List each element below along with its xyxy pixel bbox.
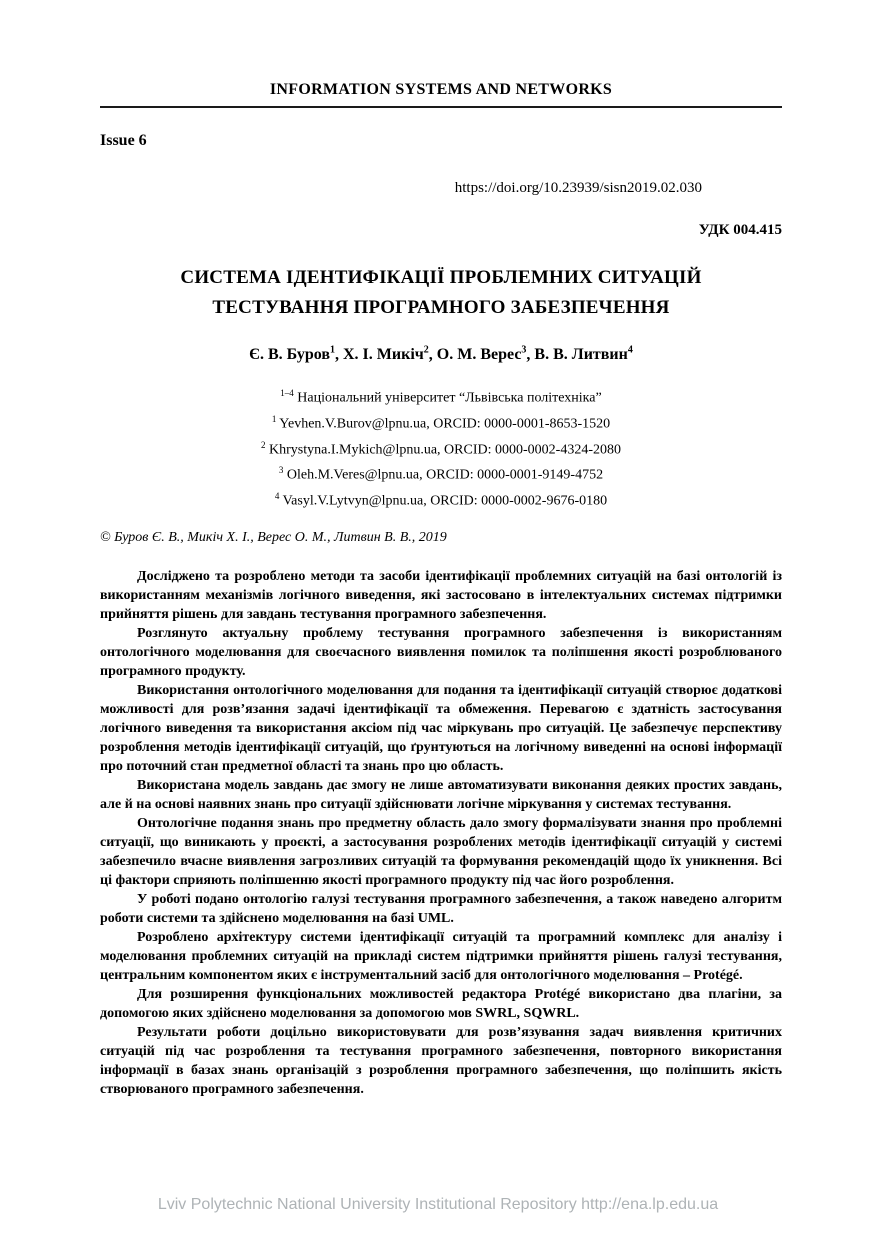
abstract-paragraph: Онтологічне подання знань про предметну область дало змогу формалізувати знання про проблемні ситуації, що виникають у проєкті, а застосування розроблених методів ідентифікації ситуацій у системі забезпечило вчасне виявлення загрозливих ситуацій та формування рекомендацій щодо їх уникнення. Всі ці фактори сприяють поліпшенню якості програмного продукту під час його розроблення. <box>100 815 782 888</box>
affiliations-block <box>100 383 782 511</box>
affiliation-line: $^1$ Yevhen.V.Burov@lpnu.ua, ORCID: 0000-0001-8653-1520 <box>271 413 611 432</box>
abstract-paragraph: Досліджено та розроблено методи та засоби ідентифікації проблемних ситуацій на базі онтологій із використанням механізмів логічного виведення, які застосовано в інтелектуальних системах підтримки прийняття рішень для завдань тестування програмного забезпечення. <box>100 568 782 622</box>
abstract-paragraph: Використана модель завдань дає змогу не лише автоматизувати виконання деяких простих завдань, але й на основі наявних знань про ситуації здійснювати логічне міркування у системах тестування. <box>100 777 782 812</box>
journal-title: INFORMATION SYSTEMS AND NETWORKS <box>269 81 613 98</box>
abstract-paragraph: У роботі подано онтологію галузі тестування програмного забезпечення, а також наведено алгоритм роботи системи та здійснено моделювання на базі UML. <box>100 891 782 926</box>
issue-label: Issue 6 <box>100 132 147 149</box>
udc-code: УДК 004.415 <box>698 222 782 238</box>
paper-title <box>100 263 782 323</box>
affiliation-line: $^3$ Oleh.M.Veres@lpnu.ua, ORCID: 0000-0001-9149-4752 <box>278 465 604 483</box>
author-name: В. В. Литвин$^4$ <box>534 345 633 364</box>
abstract-paragraph: Результати роботи доцільно використовувати для розв’язування задач виявлення критичних ситуацій під час розроблення та тестування програмного забезпечення, повторного використання інформації в базах знань організацій з розроблення програмного забезпечення, що поліпшить якість створюваного програмного забезпечення. <box>100 1024 782 1097</box>
affiliation-line: $^4$ Vasyl.V.Lytvyn@lpnu.ua, ORCID: 0000-0002-9676-0180 <box>274 490 608 509</box>
affiliation-line: $^{1-4}$ Національний університет “Львівська політехніка” <box>280 388 602 406</box>
author-name: Є. В. Буров$^1$ <box>249 345 335 364</box>
abstract-block <box>100 567 782 1099</box>
paper-title-line1: СИСТЕМА ІДЕНТИФІКАЦІЇ ПРОБЛЕМНИХ СИТУАЦІЙ <box>180 267 702 288</box>
abstract-paragraph: Для розширення функціональних можливостей редактора Protégé використано два плагіни, за допомогою яких здійснено моделювання за допомогою мов SWRL, SQWRL. <box>100 986 782 1021</box>
paper-title-line2: ТЕСТУВАННЯ ПРОГРАМНОГО ЗАБЕЗПЕЧЕННЯ <box>212 297 670 318</box>
abstract-paragraph: Розглянуто актуальну проблему тестування програмного забезпечення із використанням онтологічного моделювання для своєчасного виявлення помилок та поліпшення якості розроблюваного програмного продукту. <box>100 625 782 679</box>
affiliation-line: $^2$ Khrystyna.I.Mykich@lpnu.ua, ORCID: 0000-0002-4324-2080 <box>261 439 621 458</box>
abstract-paragraph: Розроблено архітектуру системи ідентифікації ситуацій та програмний комплекс для аналізу і моделювання проблемних ситуацій на прикладі систем підтримки прийняття рішень галузі тестування, центральним компонентом яких є інструментальний засіб для онтологічного моделювання – Protégé. <box>100 929 782 983</box>
repository-footer: Lviv Polytechnic National University Institutional Repository http://ena.lp.edu.ua <box>157 1196 719 1213</box>
abstract-paragraph: Використання онтологічного моделювання для подання та ідентифікації ситуацій створює додаткові можливості для розв’язання задачі ідентифікації та обмеження. Перевагою є здатність застосування логічного виведення та використання аксіом під час міркувань про ситуацій. Це забезпечує перспективу розроблення методів ідентифікації ситуацій, що ґрунтуються на логічному виведенні на основі інформації про поточний стан предметної області та знань про цю область. <box>100 682 782 774</box>
author-name: Х. І. Микіч$^2$ <box>343 345 429 364</box>
copyright-line: © Буров Є. В., Микіч Х. І., Верес О. М., Литвин В. В., 2019 <box>100 529 447 545</box>
doi-text: https://doi.org/10.23939/sisn2019.02.030 <box>454 180 702 196</box>
header-divider <box>100 106 782 108</box>
author-name: О. М. Верес$^3$ <box>436 345 527 364</box>
authors-line: Є. В. Буров$^1$, Х. І. Микіч$^2$, О. М. Верес$^3$, В. В. Литвин$^4$ <box>249 345 633 364</box>
